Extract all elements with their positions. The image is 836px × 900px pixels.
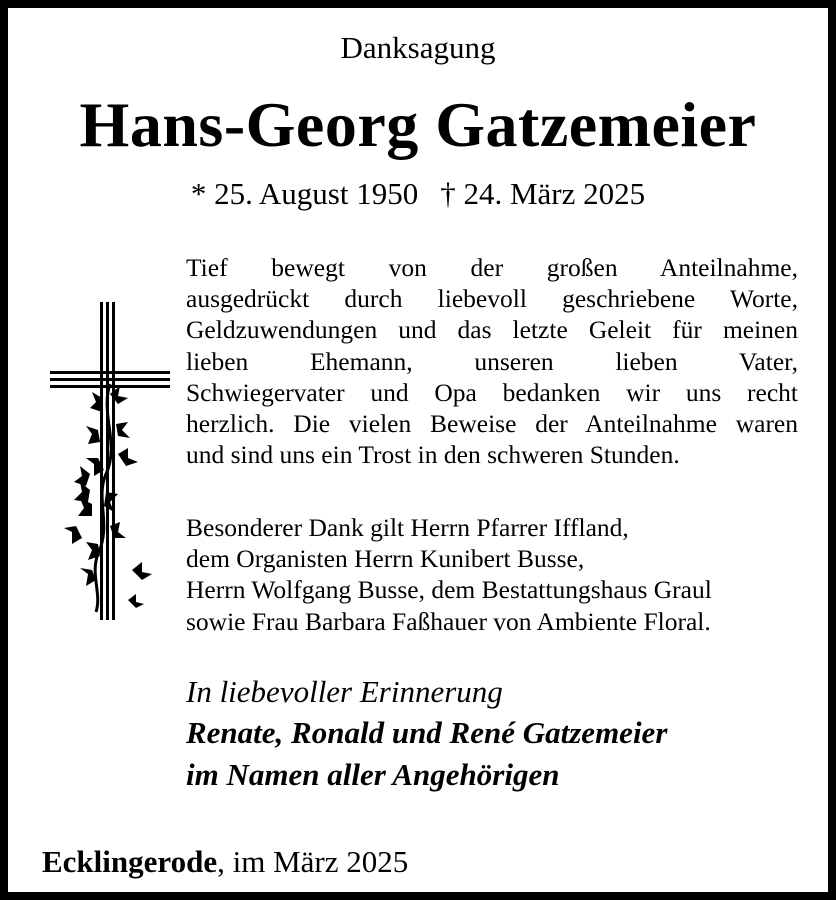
signers-names: Renate, Ronald und René Gatzemeier xyxy=(186,715,668,750)
death-date: † 24. März 2025 xyxy=(440,176,646,211)
paragraph-line: Besonderer Dank gilt Herrn Pfarrer Iffland, xyxy=(186,513,629,542)
place-name: Ecklingerode xyxy=(42,844,218,879)
paragraph-line: Geldzuwendungen und das letzte Geleit für meinen xyxy=(186,315,798,345)
signers xyxy=(186,712,667,796)
paragraph-line: lieben Ehemann, unseren lieben Vater, xyxy=(186,346,798,376)
paragraph-line: herzlich. Die vielen Beweise der Anteilnahme waren xyxy=(186,409,798,439)
place-date xyxy=(42,844,408,880)
paragraph-line: Herrn Wolfgang Busse, dem Bestattungshaus Graul xyxy=(186,575,712,605)
life-dates xyxy=(8,176,828,212)
paragraph-line: dem Organisten Herrn Kunibert Busse, xyxy=(186,544,585,574)
paragraph-line: sowie Frau Barbara Faßhauer von Ambiente Floral. xyxy=(186,606,711,636)
memory-line: In liebevoller Erinnerung xyxy=(186,674,503,709)
gratitude-paragraph xyxy=(186,252,798,470)
paragraph-line: Schwiegervater und Opa bedanken wir uns recht xyxy=(186,377,798,407)
deceased-name: Hans-Georg Gatzemeier xyxy=(79,89,757,160)
special-thanks-paragraph xyxy=(186,512,798,637)
paragraph-line: ausgedrückt durch liebevoll geschriebene Worte, xyxy=(186,284,798,314)
paragraph-line: und sind uns ein Trost in den schweren Stunden. xyxy=(186,440,680,470)
paragraph-line: Tief bewegt von der großen Anteilnahme, xyxy=(186,253,798,282)
date-text: , im März 2025 xyxy=(217,844,409,879)
notice-kicker: Danksagung xyxy=(340,30,496,65)
cross-with-ivy-icon xyxy=(40,294,170,624)
signers-on-behalf: im Namen aller Angehörigen xyxy=(186,757,560,792)
birth-date: * 25. August 1950 xyxy=(190,176,419,211)
